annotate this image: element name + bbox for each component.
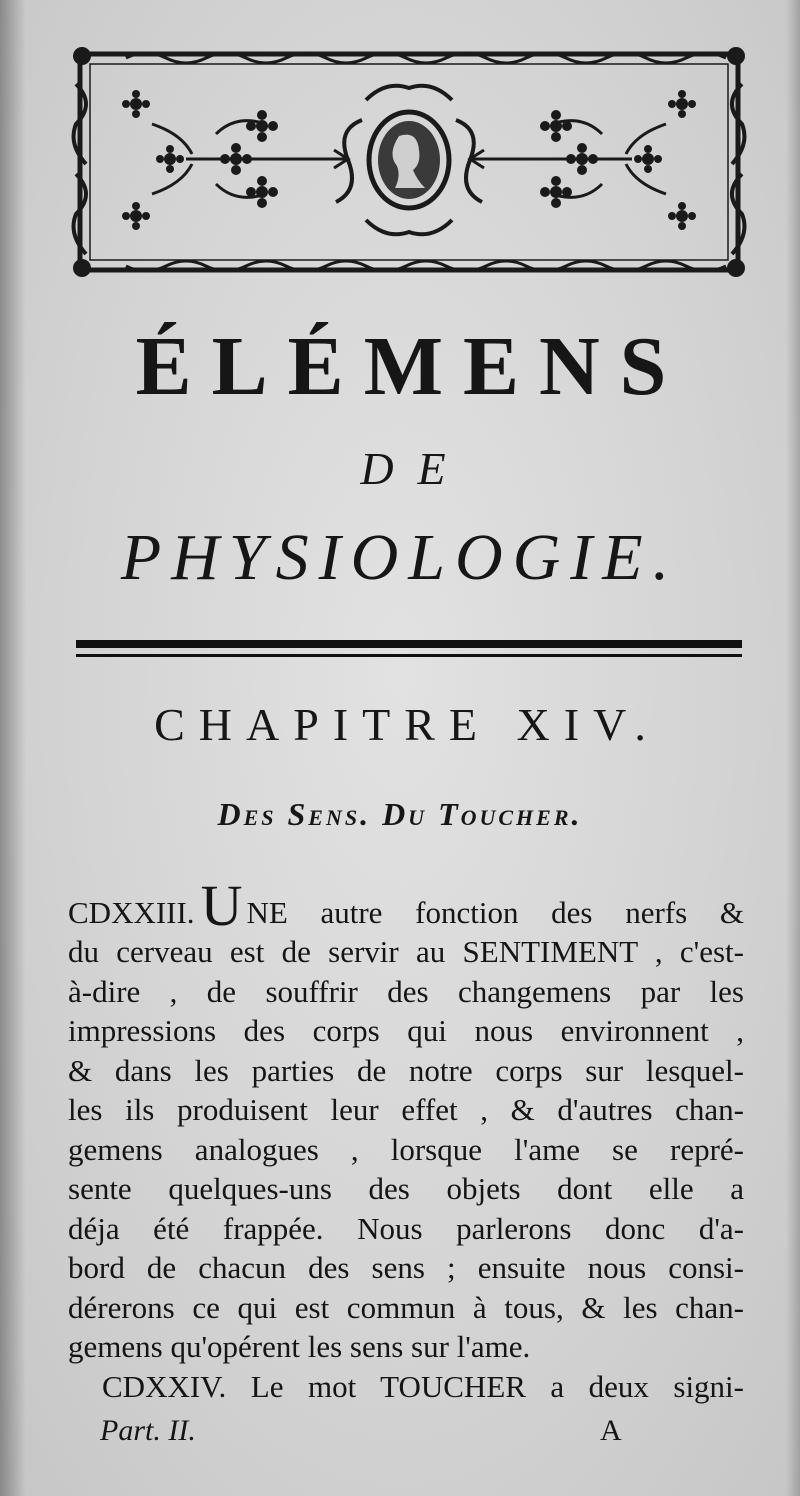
text-line: sente quelques-uns des objets dont elle a [68,1171,744,1206]
text-line: impressions des corps qui nous environnent , [68,1013,744,1048]
paragraph-2-first-line: CDXXIV. Le mot TOUCHER a deux signi- [102,1368,744,1404]
paragraph-number: CDXXIII. [68,894,195,930]
text-line: dérerons ce qui est commun à tous, & les chan- [68,1289,744,1325]
signature-letter: A [600,1414,622,1447]
text-line: & dans les parties de notre corps sur lesquel- [68,1052,744,1088]
text-line: déja été frappée. Nous parlerons donc d'a- [68,1210,744,1246]
chapter-heading: CHAPITRE XIV. [154,699,660,750]
double-rule-thick [76,640,742,648]
text-line: du cerveau est de servir au SENTIMENT , c'est- [68,934,744,969]
title-connector: DE [360,443,470,494]
book-title: ÉLÉMENS [135,320,687,413]
double-rule-thin [76,654,742,657]
text-line: NE autre fonction des nerfs & [246,894,744,930]
drop-cap: U [200,873,243,938]
paragraph-first-line [68,873,744,938]
signature-mark: Part. II. [100,1414,196,1447]
text-line: à-dire , de souffrir des changemens par les [68,973,744,1009]
text-line: gemens analogues , lorsque l'ame se repré- [68,1131,744,1167]
text-line: gemens qu'opérent les sens sur l'ame. [68,1329,531,1364]
section-title: Des Sens. Du Toucher. [217,796,583,832]
ornamental-headpiece [66,44,752,280]
book-subtitle: PHYSIOLOGIE. [120,521,680,594]
text-line: les ils produisent leur effet , & d'autres chan- [68,1092,744,1127]
text-line: bord de chacun des sens ; ensuite nous consi- [68,1250,744,1285]
body-text [68,873,744,1406]
